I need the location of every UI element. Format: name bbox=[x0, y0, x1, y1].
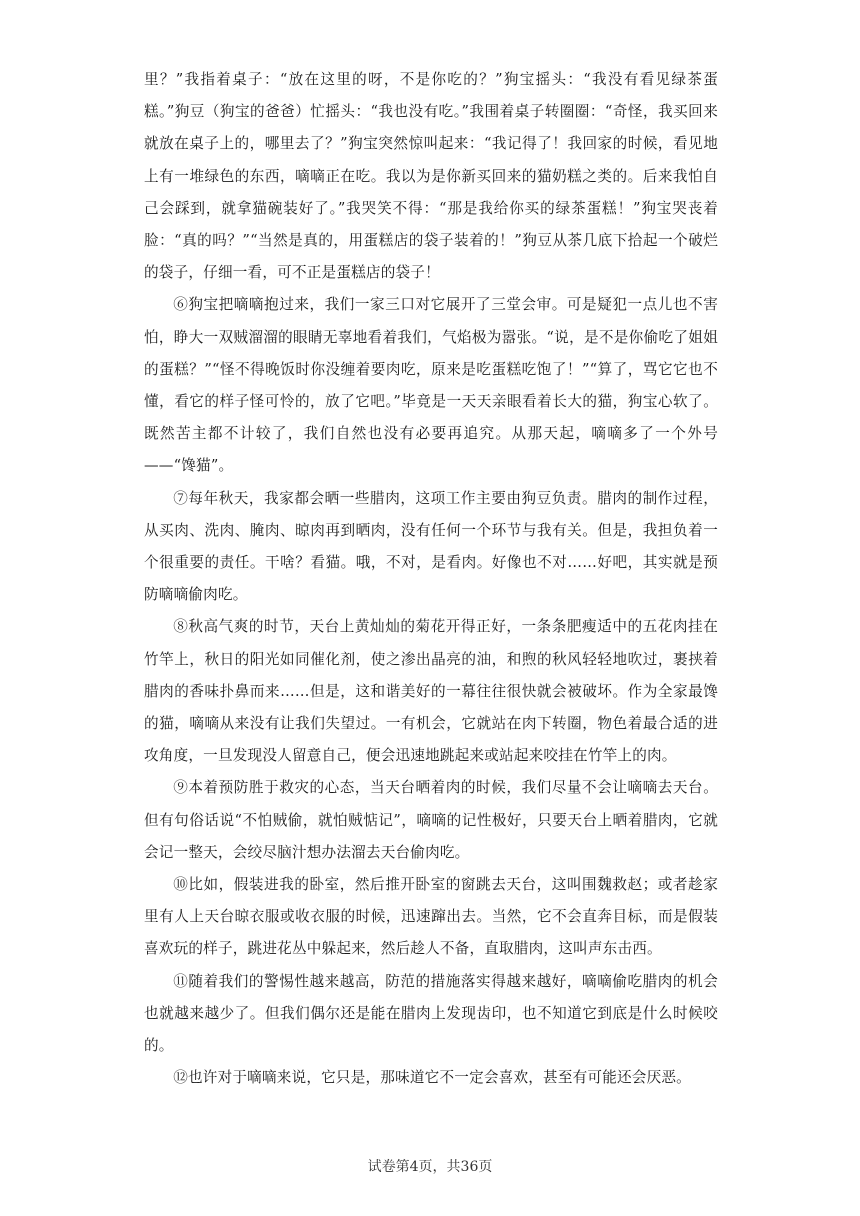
page-footer: 试卷第4页，共36页 bbox=[367, 1159, 493, 1175]
paragraph-8: ⑧秋高气爽的时节，天台上黄灿灿的菊花开得正好，一条条肥瘦适中的五花肉挂在竹竿上，秋日的阳光如同催化剂，使之渗出晶亮的油，和煦的秋风轻轻地吹过，裹挟着腊肉的香味扑鼻而来……但是，这和谐美好的一幕往往很快就会被破坏。作为全家最馋的猫，嘀嘀从来没有让我们失望过。一有机会，它就站在肉下转圈，物色着最合适的进攻角度，一旦发现没人留意自己，便会迅速地跳起来或站起来咬挂在竹竿上的肉。 bbox=[144, 618, 718, 765]
paragraph-9: ⑨本着预防胜于救灾的心态，当天台晒着肉的时候，我们尽量不会让嘀嘀去天台。但有句俗话说“不怕贼偷，就怕贼惦记”，嘀嘀的记性极好，只要天台上晒着腊肉，它就会记一整天，会绞尽脑汁想办法溜去天台偷肉吃。 bbox=[144, 779, 718, 861]
paragraph-12: ⑫也许对于嘀嘀来说，它只是，那味道它不一定会喜欢，甚至有可能还会厌恶。 bbox=[173, 1069, 691, 1087]
paragraph-7: ⑦每年秋天，我家都会晒一些腊肉，这项工作主要由狗豆负责。腊肉的制作过程，从买肉、洗肉、腌肉、晾肉再到晒肉，没有任何一个环节与我有关。但是，我担负着一个很重要的责任。干啥？看猫。哦，不对，是看肉。好像也不对……好吧，其实就是预防嘀嘀偷肉吃。 bbox=[144, 489, 718, 604]
paragraph-10: ⑩比如，假装进我的卧室，然后推开卧室的窗跳去天台，这叫围魏救赵；或者趁家里有人上天台晾衣服或收衣服的时候，迅速蹿出去。当然，它不会直奔目标，而是假装喜欢玩的样子，跳进花丛中躲起来，然后趁人不备，直取腊肉，这叫声东击西。 bbox=[144, 876, 718, 958]
document-body bbox=[144, 64, 718, 1095]
paragraph-11: ⑪随着我们的警惕性越来越高，防范的措施落实得越来越好，嘀嘀偷吃腊肉的机会也就越来越少了。但我们偶尔还是能在腊肉上发现齿印，也不知道它到底是什么时候咬的。 bbox=[144, 972, 718, 1055]
paragraph-6: ⑥狗宝把嘀嘀抱过来，我们一家三口对它展开了三堂会审。可是疑犯一点儿也不害怕，睁大一双贼溜溜的眼睛无辜地看着我们，气焰极为嚣张。“说，是不是你偷吃了姐姐的蛋糕？”“怪不得晚饭时你没缠着要肉吃，原来是吃蛋糕吃饱了！”“算了，骂它它也不懂，看它的样子怪可怜的，放了它吧。”毕竟是一天天亲眼看着长大的猫，狗宝心软了。既然苦主都不计较了，我们自然也没有必要再追究。从那天起，嘀嘀多了一个外号——“馋猫”。 bbox=[144, 296, 718, 475]
paragraph-continued: 里？”我指着桌子：“放在这里的呀，不是你吃的？”狗宝摇头：“我没有看见绿茶蛋糕。”狗豆（狗宝的爸爸）忙摇头：“我也没有吃。”我围着桌子转圈圈：“奇怪，我买回来就放在桌子上的，哪里去了？”狗宝突然惊叫起来：“我记得了！我回家的时候，看见地上有一堆绿色的东西，嘀嘀正在吃。我以为是你新买回来的猫奶糕之类的。后来我怕自己会踩到，就拿猫碗装好了。”我哭笑不得：“那是我给你买的绿茶蛋糕！”狗宝哭丧着脸：“真的吗？”“当然是真的，用蛋糕店的袋子装着的！”狗豆从茶几底下拾起一个破烂的袋子，仔细一看，可不正是蛋糕店的袋子！ bbox=[144, 71, 718, 282]
